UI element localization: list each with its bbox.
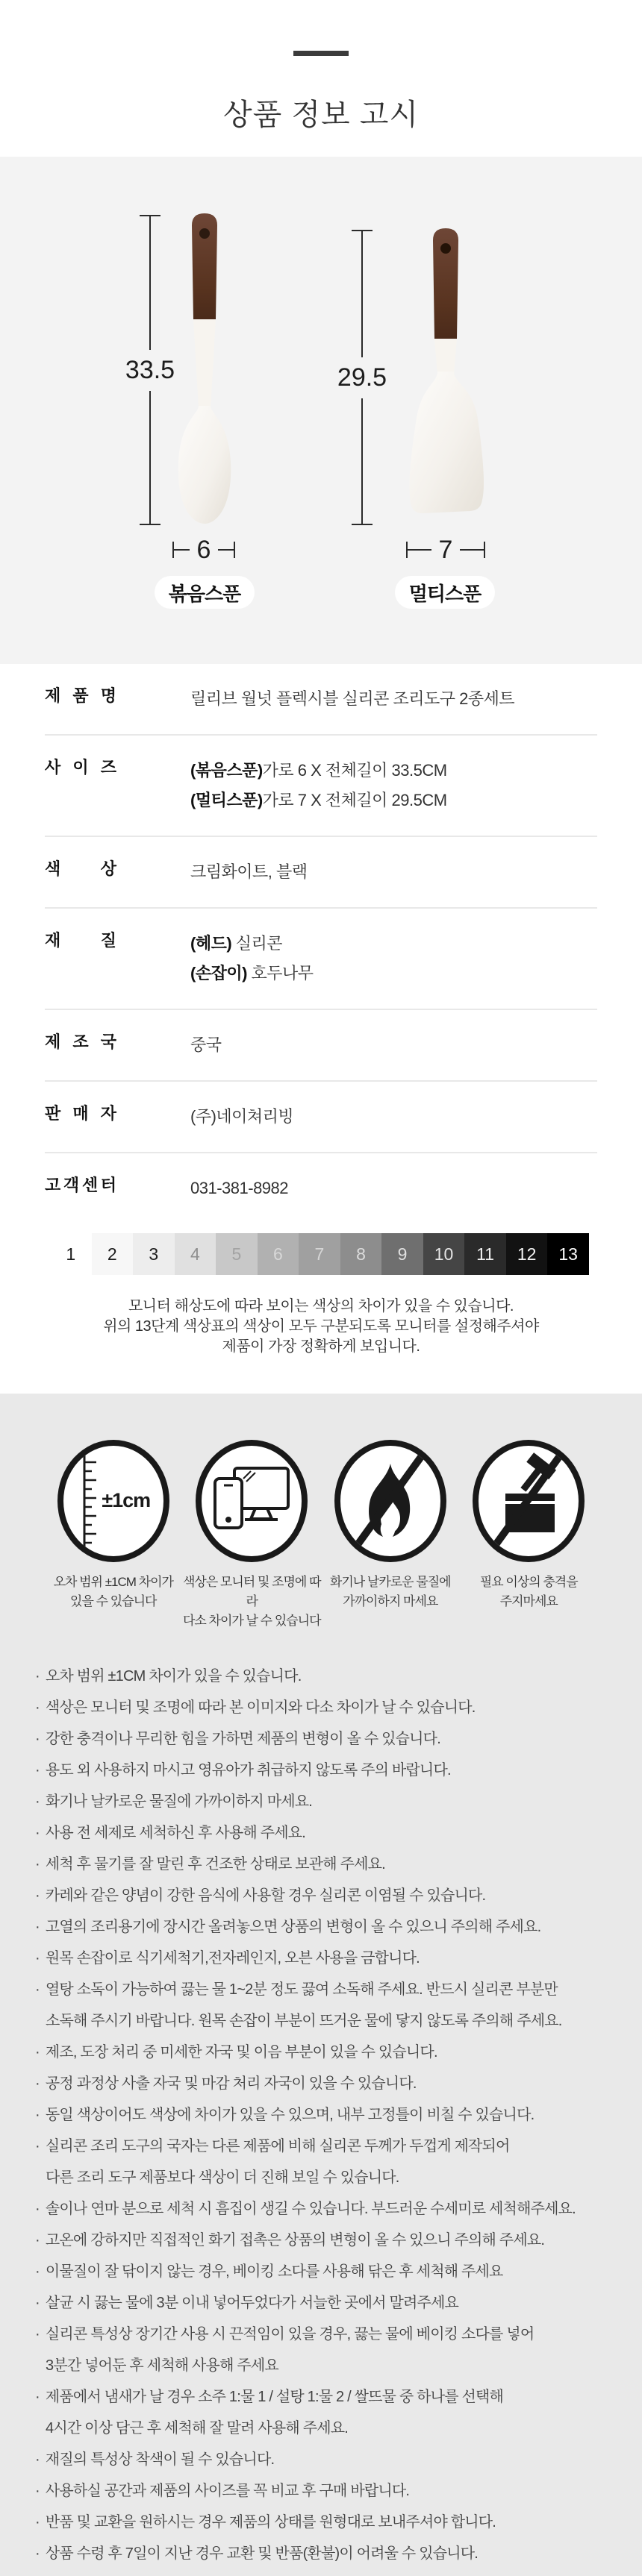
no-fire-icon: [334, 1440, 446, 1562]
spatula-name-label: 멀티스푼: [395, 576, 495, 609]
spoon-length-measure: [125, 215, 175, 525]
page-title: 상품 정보 고시: [222, 98, 420, 131]
spec-label: 판 매 자: [45, 1104, 116, 1123]
notice-tolerance: [44, 1440, 183, 1631]
spec-row: [45, 736, 597, 837]
care-bullet-continuation: 소독해 주시기 바랍니다. 원목 손잡이 부분이 뜨거운 물에 닿지 않도록 주의해 주세요.: [46, 2013, 562, 2029]
bullet-dot: ·: [35, 2044, 40, 2061]
bullet-dot: ·: [35, 2075, 40, 2092]
care-bullet: · 카레와 같은 양념이 강한 음식에 사용할 경우 실리콘 이염될 수 있습니다.: [35, 1887, 486, 1904]
care-bullet: · 실리콘 특성상 장기간 사용 시 끈적임이 있을 경우, 끓는 물에 베이킹 소다를 넣어: [35, 2326, 535, 2342]
care-bullet: · 동일 색상이어도 색상에 차이가 있을 수 있으며, 내부 고정틀이 비칠 수 있습니다.: [35, 2107, 535, 2123]
care-bullet: · 제품에서 냄새가 날 경우 소주 1:물 1 / 설탕 1:물 2 / 쌀뜨물 중 하나를 선택해: [35, 2389, 504, 2405]
spec-row: [45, 909, 597, 1010]
bullet-dot: ·: [35, 2201, 40, 2217]
notice-caption-line: 오차 범위 ±1CM 차이가: [53, 1575, 173, 1589]
scale-step: 7: [299, 1233, 340, 1275]
spec-row: [45, 1153, 597, 1223]
spec-value: [190, 857, 308, 887]
bullet-dot: ·: [35, 1981, 40, 1998]
notice-caption-line: 다소 차이가 날 수 있습니다: [182, 1614, 321, 1628]
bullet-dot: ·: [35, 2107, 40, 2123]
care-bullet: · 고온에 강하지만 직접적인 화기 접촉은 상품의 변형이 올 수 있으니 주의해 주세요.: [35, 2232, 545, 2248]
scale-step: 12: [506, 1233, 548, 1275]
monitor-color-scale: [50, 1233, 589, 1275]
care-bullet: · 제조, 도장 처리 중 미세한 자국 및 이음 부분이 있을 수 있습니다.: [35, 2044, 437, 2061]
scale-step: 6: [258, 1233, 299, 1275]
care-bullet-list: [35, 1661, 612, 2569]
notice-caption-line: 필요 이상의 충격을: [479, 1575, 578, 1589]
care-bullet: · 화기나 날카로운 물질에 가까이하지 마세요.: [35, 1793, 313, 1810]
spec-label: 고 객 센 터: [45, 1176, 116, 1194]
notice-no-impact: [460, 1440, 599, 1631]
spoon-name-label: 볶음스푼: [155, 576, 255, 609]
care-bullet: · 살균 시 끓는 물에 3분 이내 넣어두었다가 서늘한 곳에서 말려주세요: [35, 2295, 459, 2311]
bullet-dot: ·: [35, 2232, 40, 2248]
spec-value: [190, 684, 514, 714]
monitor-caption-line: 모니터 해상도에 따라 보이는 색상의 차이가 있을 수 있습니다.: [128, 1298, 514, 1314]
product-showcase: [0, 157, 642, 664]
care-bullet-continuation: 4시간 이상 담근 후 세척해 잘 말려 사용해 주세요.: [46, 2420, 349, 2436]
bullet-dot: ·: [35, 1793, 40, 1810]
care-bullet: · 재질의 특성상 착색이 될 수 있습니다.: [35, 2451, 275, 2468]
spec-value-line: 릴리브 월넛 플렉시블 실리콘 조리도구 2종세트: [190, 689, 515, 708]
notice-keep-from-fire: [321, 1440, 460, 1631]
spatula-width-value: 7: [438, 536, 453, 564]
spec-value: [190, 1030, 222, 1060]
monitor-caption-line: 위의 13단계 색상표의 색상이 모두 구분되도록 모니터를 설정해주셔야: [103, 1318, 539, 1335]
scale-step: 2: [92, 1233, 134, 1275]
scale-step: 13: [547, 1233, 589, 1275]
spec-row: [45, 664, 597, 736]
spec-label: 사 이 즈: [45, 758, 116, 777]
spec-value-line: (주)네이쳐리빙: [190, 1107, 294, 1126]
bullet-dot: ·: [35, 1731, 40, 1747]
care-bullet: · 색상은 모니터 및 조명에 따라 본 이미지와 다소 차이가 날 수 있습니다.: [35, 1699, 476, 1716]
notice-caption-line: 색상은 모니터 및 조명에 따라: [182, 1575, 321, 1608]
bullet-dot: ·: [35, 2295, 40, 2311]
tolerance-badge: ±1cm: [102, 1489, 151, 1511]
spec-value: [190, 1102, 293, 1132]
ruler-icon: [57, 1440, 169, 1562]
spec-label: 제 조 국: [45, 1032, 116, 1051]
care-bullet: · 세척 후 물기를 잘 말린 후 건조한 상태로 보관해 주세요.: [35, 1856, 385, 1873]
notice-caption-line: 있을 수 있습니다: [70, 1594, 157, 1608]
scale-step: 8: [340, 1233, 382, 1275]
care-bullet: · 사용 전 세제로 세척하신 후 사용해 주세요.: [35, 1825, 306, 1841]
spec-table-body: [45, 664, 597, 1223]
monitor-caption-line: 제품이 가장 정확하게 보입니다.: [222, 1338, 420, 1355]
care-bullet: · 솔이나 연마 분으로 세척 시 흠집이 생길 수 있습니다. 부드러운 수세미로 세척해주세요.: [35, 2201, 576, 2217]
care-bullet: · 고열의 조리용기에 장시간 올려놓으면 상품의 변형이 올 수 있으니 주의해 주세요.: [35, 1919, 541, 1935]
notice-caption-line: 가까이하지 마세요: [343, 1594, 438, 1608]
screen-phone-icon: [196, 1440, 308, 1562]
spoon-width-value: 6: [196, 536, 211, 564]
bullet-dot: ·: [35, 1699, 40, 1716]
care-notice-section: [0, 1394, 642, 2576]
spec-label: 재 질: [45, 931, 116, 950]
bullet-dot: ·: [35, 2451, 40, 2468]
care-bullet: · 상품 수령 후 7일이 지난 경우 교환 및 반품(환불)이 어려울 수 있습니다.: [35, 2545, 479, 2562]
bullet-dot: ·: [35, 1762, 40, 1779]
monitor-caption: [0, 1297, 642, 1357]
spec-value-line: (손잡이) 호두나무: [190, 964, 314, 983]
care-bullet: · 오차 범위 ±1CM 차이가 있을 수 있습니다.: [35, 1668, 302, 1685]
bullet-dot: ·: [35, 2138, 40, 2154]
care-bullet: · 사용하실 공간과 제품의 사이즈를 꼭 비교 후 구매 바랍니다.: [35, 2483, 410, 2499]
spatula-width-measure: [406, 536, 485, 564]
bullet-dot: ·: [35, 2545, 40, 2562]
bullet-dot: ·: [35, 1887, 40, 1904]
scale-step: 4: [175, 1233, 216, 1275]
scale-step: 3: [133, 1233, 175, 1275]
scale-step: 11: [464, 1233, 506, 1275]
scale-step: 9: [381, 1233, 423, 1275]
spec-row: [45, 1010, 597, 1082]
spec-value: [190, 1173, 288, 1203]
bullet-dot: ·: [35, 1950, 40, 1967]
care-bullet: · 반품 및 교환을 원하시는 경우 제품의 상태를 원형대로 보내주셔야 합니다.: [35, 2514, 496, 2530]
spatula-image: [402, 228, 490, 530]
spoon-image: [170, 213, 239, 530]
notice-icons-row: [44, 1440, 598, 1631]
spec-value-line: (볶음스푼)가로 6 X 전체길이 33.5CM: [190, 761, 447, 780]
bullet-dot: ·: [35, 1668, 40, 1685]
notice-color-difference: [183, 1440, 322, 1631]
bullet-dot: ·: [35, 2263, 40, 2280]
spec-row: [45, 837, 597, 909]
care-bullet-continuation: 3분간 넣어둔 후 세척해 사용해 주세요: [46, 2357, 278, 2374]
bullet-dot: ·: [35, 1919, 40, 1935]
spec-value-line: 031-381-8982: [190, 1179, 289, 1197]
spec-value-line: 중국: [190, 1035, 222, 1054]
care-bullet: · 실리콘 조리 도구의 국자는 다른 제품에 비해 실리콘 두께가 두껍게 제작되어: [35, 2138, 510, 2154]
bullet-dot: ·: [35, 1856, 40, 1873]
spec-value-line: (헤드) 실리콘: [190, 934, 283, 953]
spoon-length-value: 33.5: [125, 355, 175, 384]
bullet-dot: ·: [35, 2389, 40, 2405]
care-bullet: · 공정 과정상 사출 자국 및 마감 처리 자국이 있을 수 있습니다.: [35, 2075, 417, 2092]
scale-step: 1: [50, 1233, 92, 1275]
care-bullet: · 이물질이 잘 닦이지 않는 경우, 베이킹 소다를 사용해 닦은 후 세척해 주세요: [35, 2263, 503, 2280]
notice-caption-line: 주지마세요: [499, 1594, 558, 1608]
spec-value: [190, 929, 314, 988]
spec-label: 색 상: [45, 859, 116, 878]
care-bullet: · 용도 외 사용하지 마시고 영유아가 취급하지 않도록 주의 바랍니다.: [35, 1762, 451, 1779]
spec-value-line: (멀티스푼)가로 7 X 전체길이 29.5CM: [190, 791, 447, 809]
care-bullet: · 열탕 소독이 가능하여 끓는 물 1~2분 정도 끓여 소독해 주세요. 반드시 실리콘 부분만: [35, 1981, 558, 1998]
care-bullet: · 강한 충격이나 무리한 힘을 가하면 제품의 변형이 올 수 있습니다.: [35, 1731, 440, 1747]
spoon-width-measure: [172, 536, 235, 564]
care-bullet: · 원목 손잡이로 식기세척기,전자레인지, 오븐 사용을 금합니다.: [35, 1950, 420, 1967]
spatula-length-measure: [337, 230, 387, 525]
spec-value: [190, 756, 447, 815]
no-impact-icon: [473, 1440, 585, 1562]
spec-label: 제 품 명: [45, 686, 116, 705]
spec-row: [45, 1082, 597, 1153]
spatula-length-value: 29.5: [337, 363, 387, 392]
bullet-dot: ·: [35, 2483, 40, 2499]
bullet-dot: ·: [35, 1825, 40, 1841]
scale-step: 10: [423, 1233, 465, 1275]
scale-step: 5: [216, 1233, 258, 1275]
bullet-dot: ·: [35, 2514, 40, 2530]
spec-value-line: 크림화이트, 블랙: [190, 862, 308, 881]
bullet-dot: ·: [35, 2326, 40, 2342]
title-accent-bar: [293, 51, 349, 56]
care-bullet-continuation: 다른 조리 도구 제품보다 색상이 더 진해 보일 수 있습니다.: [46, 2169, 399, 2186]
notice-caption-line: 화기나 날카로운 물질에: [329, 1575, 451, 1589]
